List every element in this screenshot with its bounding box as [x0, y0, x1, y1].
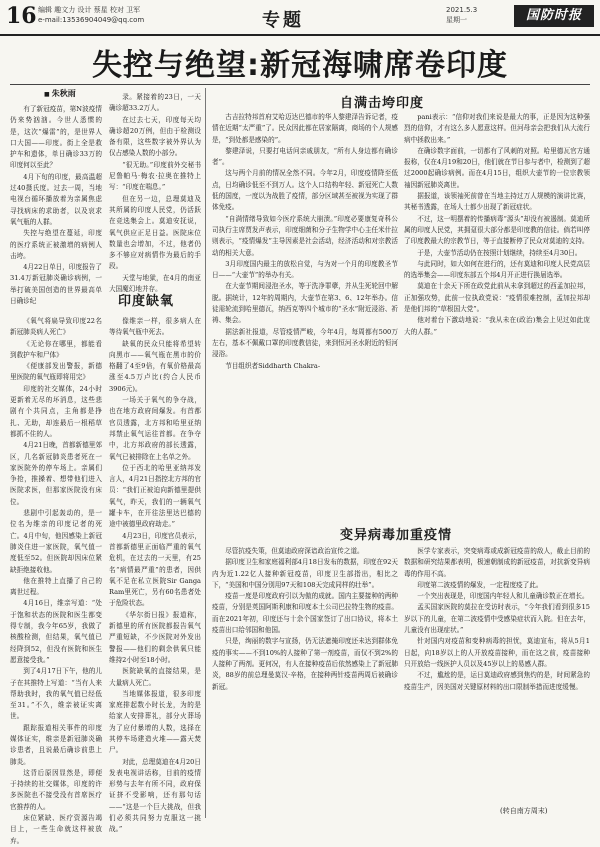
page-number: 16	[6, 3, 37, 29]
article-column-2	[109, 92, 201, 294]
article-paragraph: 到了4月17日下午，他的儿子在其推特上写道：“当有人来帮助我时，我的氧气值已经低至31。”不久，维亲被证实离世。	[10, 667, 102, 721]
article-paragraph: 与此同时，如大如何在进行的，还有莫迪和印度人民党高层的选举集会——印度东部五个邦4月开正进行换届选举。	[404, 259, 590, 280]
article-column-3	[10, 316, 102, 845]
subhead-variant-virus: 变异病毒加重疫情	[340, 528, 453, 543]
subhead-complacency: 自满击垮印度	[340, 96, 425, 111]
article-paragraph: 在确诊数字面前，一切都有了风刺的对照。哈里德瓦官方通报称，仅在4月19和20日，他们就在节日参与者中，检测到了超过2000起确诊病例。而在4月15日，组织大壶节的一位宗教领袖因新冠肺炎离世。	[404, 146, 590, 189]
author-byline: ■ 朱秋雨	[44, 88, 76, 99]
subhead-oxygen: 印度缺氧	[118, 294, 175, 309]
newspaper-logo: 国防时报	[514, 5, 594, 27]
editor-credits	[38, 5, 144, 25]
article-paragraph: 印度第二波疫情的爆发，一定程度疫了此。	[417, 580, 543, 589]
column-divider	[205, 88, 206, 818]
article-paragraph: 黎建泽说，只要打电话问亲戚朋友，“所有人身边都有确诊者”。	[212, 146, 398, 167]
article-paragraph: 跟踪报道相关事件的印度媒体证实，维亲是新冠肺炎确诊患者，且说最后确诊前患上肺炎。	[10, 723, 102, 766]
article-paragraph: 4月23日，印度官员表示，首都新德里正面临严重的氧气危机，在过去的一天里，有25名“病情最严重”的患者，因供氧不足在私立医院Sir Ganga Ram里死亡，另有60名患者处于危险状态。	[109, 531, 201, 608]
article-paragraph: 天堂与地狱，在4月的南亚大国魔幻地并存。	[109, 273, 201, 294]
article-column-1	[10, 104, 102, 306]
article-column-4	[109, 316, 201, 834]
page-header	[0, 0, 600, 36]
article-paragraph: 4月22日单日，印度报告了31.4万新冠肺炎确诊病例，一举打破美国创造的世界最高单日确诊纪	[10, 263, 102, 306]
article-paragraph: 位于西北的哈里亚纳邦发言人，4月21日指控北方邦的官员：“我们正被迫向新德里提供氧气，昨天，我们的一辆氧气罐卡车，在开往法里达巴德的途中被德里政府劫走。”	[109, 463, 201, 529]
article-paragraph: 节目组织者Siddharth Chakra-	[225, 361, 321, 370]
section-title: 专题	[262, 10, 304, 31]
article-column-6	[404, 112, 590, 518]
article-paragraph: 针对国内对疫苗和变种病毒的担忧，莫迪宣布，将从5月1日起，向18岁以上的人开放疫苗接种，而在这之前，疫苗接种只开放给一线医护人员以及45岁以上的易感人群。	[404, 637, 590, 668]
article-column-7	[212, 546, 398, 808]
article-paragraph: 在大壶节期间浸泡圣水，等于洗净罪孽，并从生死轮回中解脱。据统计，12年的周期内，大壶节在第3、6、12年举办。信徒需轮流到哈里德瓦，纳西克等四个城市的“圣水”附近浸浴、祈祷、集会。	[212, 282, 398, 325]
article-paragraph: 4月21日晚，首都新德里郊区，几名新冠肺炎患者死在一家医院外的停车场上。亲属们争抢，推搡着、想带他们进入医院求医，但那家医院没有床位。	[10, 441, 102, 506]
article-paragraph: 4月16日，维亲写道：“处于饱和状态的医院和医生都变得专制，我今年65岁，我做了核酸检测，但结果，氧气值已经降到52，但没有医院和医生愿意接受我。”	[10, 599, 102, 664]
article-paragraph: 莫迪在十余天下所在政党此前从未拿到超过的西孟加拉邦，正加强攻势，此前一位执政党说：“疫情很难控制，孟加拉邦却是他们邦的“草根国大党”。	[404, 282, 590, 314]
article-paragraph: 这背后原因显然是，即便于持续的社交媒体，印度的许多医院也不接受没有首席医疗官推荐的人。	[10, 768, 102, 811]
article-paragraph: 印度的社交媒体，24小时更新着无尽的坏消息，这些悲剧有个共同点，主角都是挣扎、无助，却连最后一根稻草都抓不住的人。	[10, 384, 102, 438]
article-column-5	[212, 112, 398, 518]
article-paragraph: 这与两个月前的情况全然不同。今年2月，印度疫情降至低点，日均确诊低至不到万人。这个人口结构年轻、新冠死亡人数低的国度，一度以为战胜了疫情，部分区域甚至被视为实现了群体免疫。	[212, 169, 398, 212]
article-paragraph: 《华尔街日报》报道称，新德里的所有医院都报告氧气严重短缺，不少医院对外发出警报——他们的剩余供氧只能维持2小时至18小时。	[109, 610, 201, 664]
weekday-text: 星期一	[446, 16, 467, 24]
article-paragraph: 医学专家表示，突变病毒或成新冠疫苗的敌人，截止目前的数据和研究结果都表明，极速朝制成的新冠疫苗，对抗新变异病毒的作用不高。	[404, 547, 590, 578]
article-paragraph: 有了新冠疫苗，第N波疫情仍来势汹汹。今世人悉惯的是，这次“爆雷”的，是世界人口大国——印度。街上全是救护车和遗体，单日确诊33万的印度何以至此？	[10, 105, 102, 170]
article-paragraph: 一个突出表现是，印度国内年轻人和儿童确诊数正在增长。	[417, 592, 589, 601]
article-paragraph: 尽管抗疫失策，但莫迪政府深谙政治宣传之道。	[225, 547, 364, 555]
article-paragraph: “很无助。”印度前外交秘书尼鲁帕马·梅农·拉奥在推特上写：“印度在喘息。”	[109, 160, 201, 192]
article-paragraph: pani表示：“信仰对我们来说是最大的事，正是因为这种强烈的信仰，才有这么多人愿意这样。但河母亲会把我们从大流行病中拯救出来。”	[404, 113, 590, 144]
article-column-8	[404, 546, 590, 802]
article-paragraph: 录。紧接着的23日，一天确诊超33.2万人。	[109, 93, 201, 113]
article-paragraph: 于是，大壶节活动仍在按照计划继续，持续至4月30日。	[417, 248, 582, 257]
article-paragraph: 《无论你在哪里，都能看到救护车和尸体》	[10, 339, 102, 359]
article-paragraph: 他在推特上直播了自己的离世过程。	[10, 576, 102, 597]
article-paragraph: 4月下旬的印度，最高温超过40摄氏度。过去一周，当地电视台循环播放着为亲属焦虑寻找病床的求助者，以及哀求氧气瓶的人群。	[10, 172, 102, 226]
article-paragraph: 一场关于氧气的争夺战，也在地方政府间爆发。有首都官员透露，北方邦和哈里亚纳邦禁止氧气运往首都。在争夺中，北方邦政府的部长透露，氧气已被排除在上名单之外。	[109, 396, 201, 461]
article-paragraph: 像维亲一样，很多病人在等待氧气瓶中死去。	[109, 317, 201, 337]
article-paragraph: 悲剧中引起轰动的，是一位名为维亲的印度记者的死亡。4月中旬，他因感染上新冠肺炎住进一家医院，氧气值一度低至52。但医院却因床位紧缺拒绝接收他。	[10, 509, 102, 574]
article-paragraph: 对此，总理莫迪在4月20日发表电视讲话称，目前的疫情形势与去年有所不同，政府保证挤不受影响，还有那句话——“这是一个巨大挑战，但我们必须共同努力克服这一挑战。”	[109, 757, 201, 834]
editor-line: 编辑 趣文力 设计 蔡星 校对 卫军	[38, 6, 141, 14]
source-signature: (转自南方周末)	[500, 807, 548, 815]
article-paragraph: 当地媒体报道，很多印度家庭排起数小时长龙，为的是给家人安排葬礼，部分火葬场为了应付暴增的人数，选择在其停车场建造火堆——露天焚尸。	[109, 689, 201, 755]
article-paragraph: 据报道，该领袖死前曾在当地主持过万人规模的演讲比赛，其秘书透露，在场人士都少出现了新冠症状。	[404, 192, 590, 212]
date-text: 2021.5.3	[446, 6, 478, 14]
article-paragraph: 床位紧缺、医疗资源告竭目上，一些生命就这样被放弃。	[10, 814, 102, 845]
issue-date	[446, 5, 477, 25]
article-paragraph: 不过，这一明摆着的传播病毒“源头”却没有被遏制。莫迪所属的印度人民党，其拥趸很大部分都是印度教的信徒。倘若叫停了印度教最大的宗教节日，等于直接断停了民众对莫迪的支持。	[404, 214, 590, 246]
main-headline: 失控与绝望:新冠海啸席卷印度	[92, 48, 508, 83]
article-paragraph: 不过，尴尬的是，运日莫迪政府感到焦灼的是，时间紧急的疫苗生产，因美国对关键原材料的出口限制举措而进度缓慢。	[404, 671, 590, 691]
article-paragraph: 据印度卫生和家庭福利部4月18日发布的数据，印度在92天内为近1.22亿人接种新冠疫苗，印度卫生部指出，相比之下，“美国和中国分别用97天和108天完成同样的壮举”。	[212, 558, 398, 589]
article-paragraph: 古吉拉特邦首府艾哈迈达巴德市的华人黎建泽告诉记者，疫情在近期“太严重”了。民众因此都在居家隔离，商场的个人规感是，“到处都是感染的”。	[212, 113, 398, 144]
article-paragraph: 缺氧的民众只能将希望转向黑市——氧气瓶在黑市的价格翻了4至9倍，有氧价格最高涨至4.5万卢比(约合人民币3906元)。	[109, 339, 201, 393]
headline-divider	[10, 84, 590, 85]
article-paragraph: “自满情绪导致如今医疗系统大崩溃。”印度必要康复奇科公司执行主席贾发声表示，印度细菌和分子生物学中心主任米什拉则表示，“疫情爆发”主导因素是社会活动，经济活动和对宗教活动的相关大意。	[212, 214, 398, 257]
article-paragraph: 但在另一边，总理莫迪及其所属的印度人民党，仍活跃在竞选集会上。莫迪安抚说，氧气供应正足日益。医院床位数量也会增加，不过，他者仍多不够应对病情作为最后的手段。	[109, 194, 201, 271]
article-paragraph: 孟买国家医院的莫拉在受访时表示，“今年我们看到很多15岁以下的儿童，在第二波疫情中受感染症状而入院。但在去年，儿童没有出现症状。”	[404, 603, 590, 635]
article-paragraph: 他对着台下激动地说：“我从未在(政治)集会上见过如此庞大的人群。”	[404, 316, 590, 336]
article-paragraph: 医院缺氧的直接结果，是大量病人死亡。	[109, 667, 201, 687]
article-paragraph: 失控与绝望在蔓延，印度的医疗系统正被激增的病例人击垮。	[10, 229, 102, 260]
article-paragraph: 3月印度国内最主的放松自觉，与为对一个月的印度教圣节日——“大壶节”的举办有关。	[212, 259, 398, 280]
article-paragraph: 据法新社报道，尽管疫情严峻，今年4月，每周都有500万左右，基本不佩戴口罩的印度教信徒，来到恒河圣水附近的恒河浸浴。	[212, 327, 398, 359]
article-paragraph: 《便康部发出警报，新德里医院的氧气瓶即将用完》	[10, 362, 102, 382]
article-paragraph: 疫苗一度是印度政府引以为傲的成就。国内主要接种的两种疫苗，分别是英国阿斯利康和印度本土公司巴拉特生物的疫苗。而在2021年初，印度还与十余个国家签订了出口协议，将本土疫苗出口给邻国和他国。	[212, 592, 398, 635]
article-paragraph: 《氧气将扁导致印度22名新冠肺炎病人死亡》	[10, 317, 102, 337]
email-line: e-mail:13536904049@qq.com	[38, 16, 145, 24]
article-paragraph: 只是，绚丽的数字与宣扬，仍无法遮掩印度还未达到群体免疫的事实——不到10%的人接种了第一剂疫苗，而仅不到2%的人接种了两剂。更何况，有人在接种疫苗后依然感染上了新冠肺炎，88岁的前总理曼莫汉·辛格，在接种两针疫苗两周后被确诊新冠。	[212, 637, 398, 691]
article-paragraph: 在过去七天，印度每天均确诊超20万例，但由于检测设备有限，这些数字被外界认为仅占感染人数的小部分。	[109, 115, 201, 158]
